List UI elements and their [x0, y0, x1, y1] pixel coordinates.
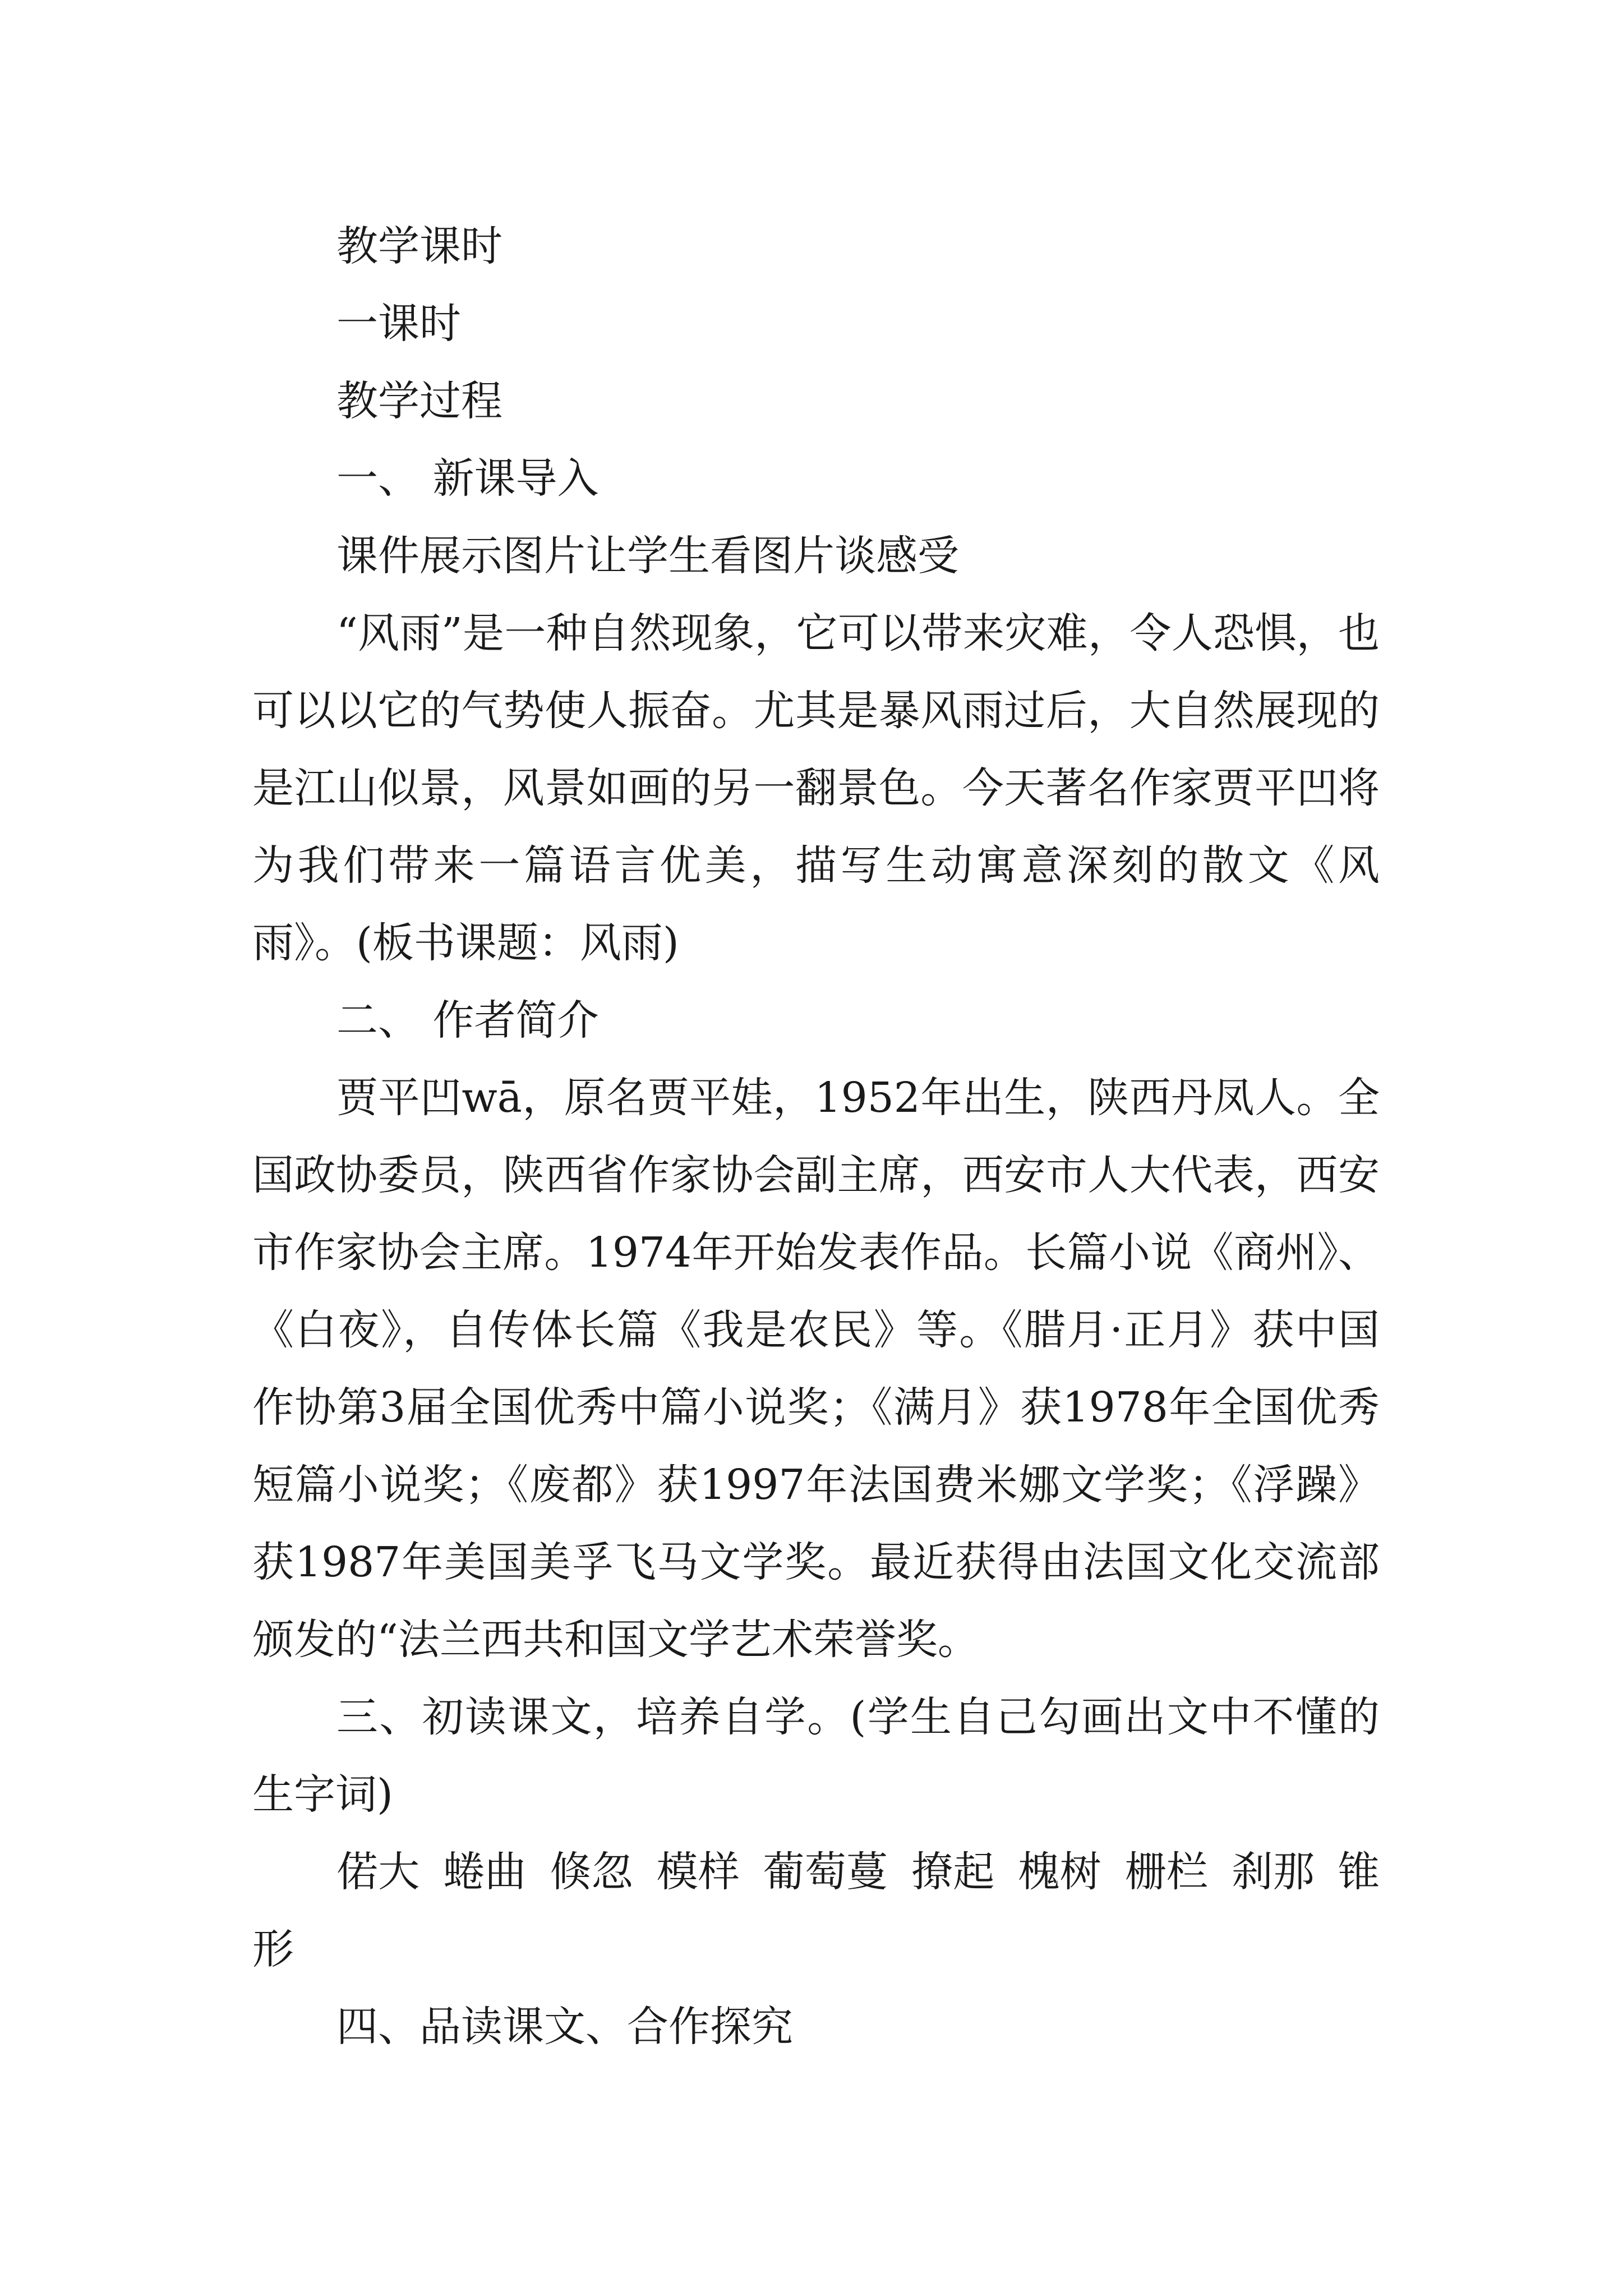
section-heading-author-intro: 二、 作者简介	[336, 996, 599, 1045]
paragraph-teaching-hours-heading: 教学课时	[336, 222, 502, 270]
paragraph-vocabulary-list: 偌大 蜷曲 倏忽 模样 葡萄蔓 撩起 槐树 栅栏 刹那 锥形	[252, 1848, 1380, 1973]
section-heading-first-reading: 三、初读课文，培养自学。(学生自己勾画出文中不懂的生字词)	[252, 1693, 1380, 1819]
section-heading-close-reading: 四、品读课文、合作探究	[336, 2003, 793, 2051]
section-heading-new-lesson-intro: 一、 新课导入	[336, 454, 599, 503]
paragraph-teaching-process-heading: 教学过程	[336, 377, 502, 425]
paragraph-one-lesson: 一课时	[336, 300, 461, 348]
paragraph-courseware-pictures: 课件展示图片让学生看图片谈感受	[336, 532, 959, 580]
document-body	[252, 208, 1380, 2065]
paragraph-author-biography: 贾平凹wā，原名贾平娃，1952年出生，陕西丹凤人。全国政协委员，陕西省作家协会副主席，西安市人大代表，西安市作家协会主席。1974年开始发表作品。长篇小说《商州》、《白夜》，自传体长篇《我是农民》等。《腊月·正月》获中国作协第3届全国优秀中篇小说奖；《满月》获1978年全国优秀短篇小说奖；《废都》获1997年法国费米娜文学奖；《浮躁》获1987年美国美孚飞马文学奖。最近获得由法国文化交流部颁发的“法兰西共和国文学艺术荣誉奖。	[252, 1074, 1380, 1664]
paragraph-wind-rain-intro: “风雨”是一种自然现象，它可以带来灾难，令人恐惧，也可以以它的气势使人振奋。尤其是暴风雨过后，大自然展现的是江山似景，风景如画的另一翻景色。今天著名作家贾平凹将为我们带来一篇语言优美，描写生动寓意深刻的散文《风雨》。(板书课题：风雨)	[252, 609, 1380, 967]
